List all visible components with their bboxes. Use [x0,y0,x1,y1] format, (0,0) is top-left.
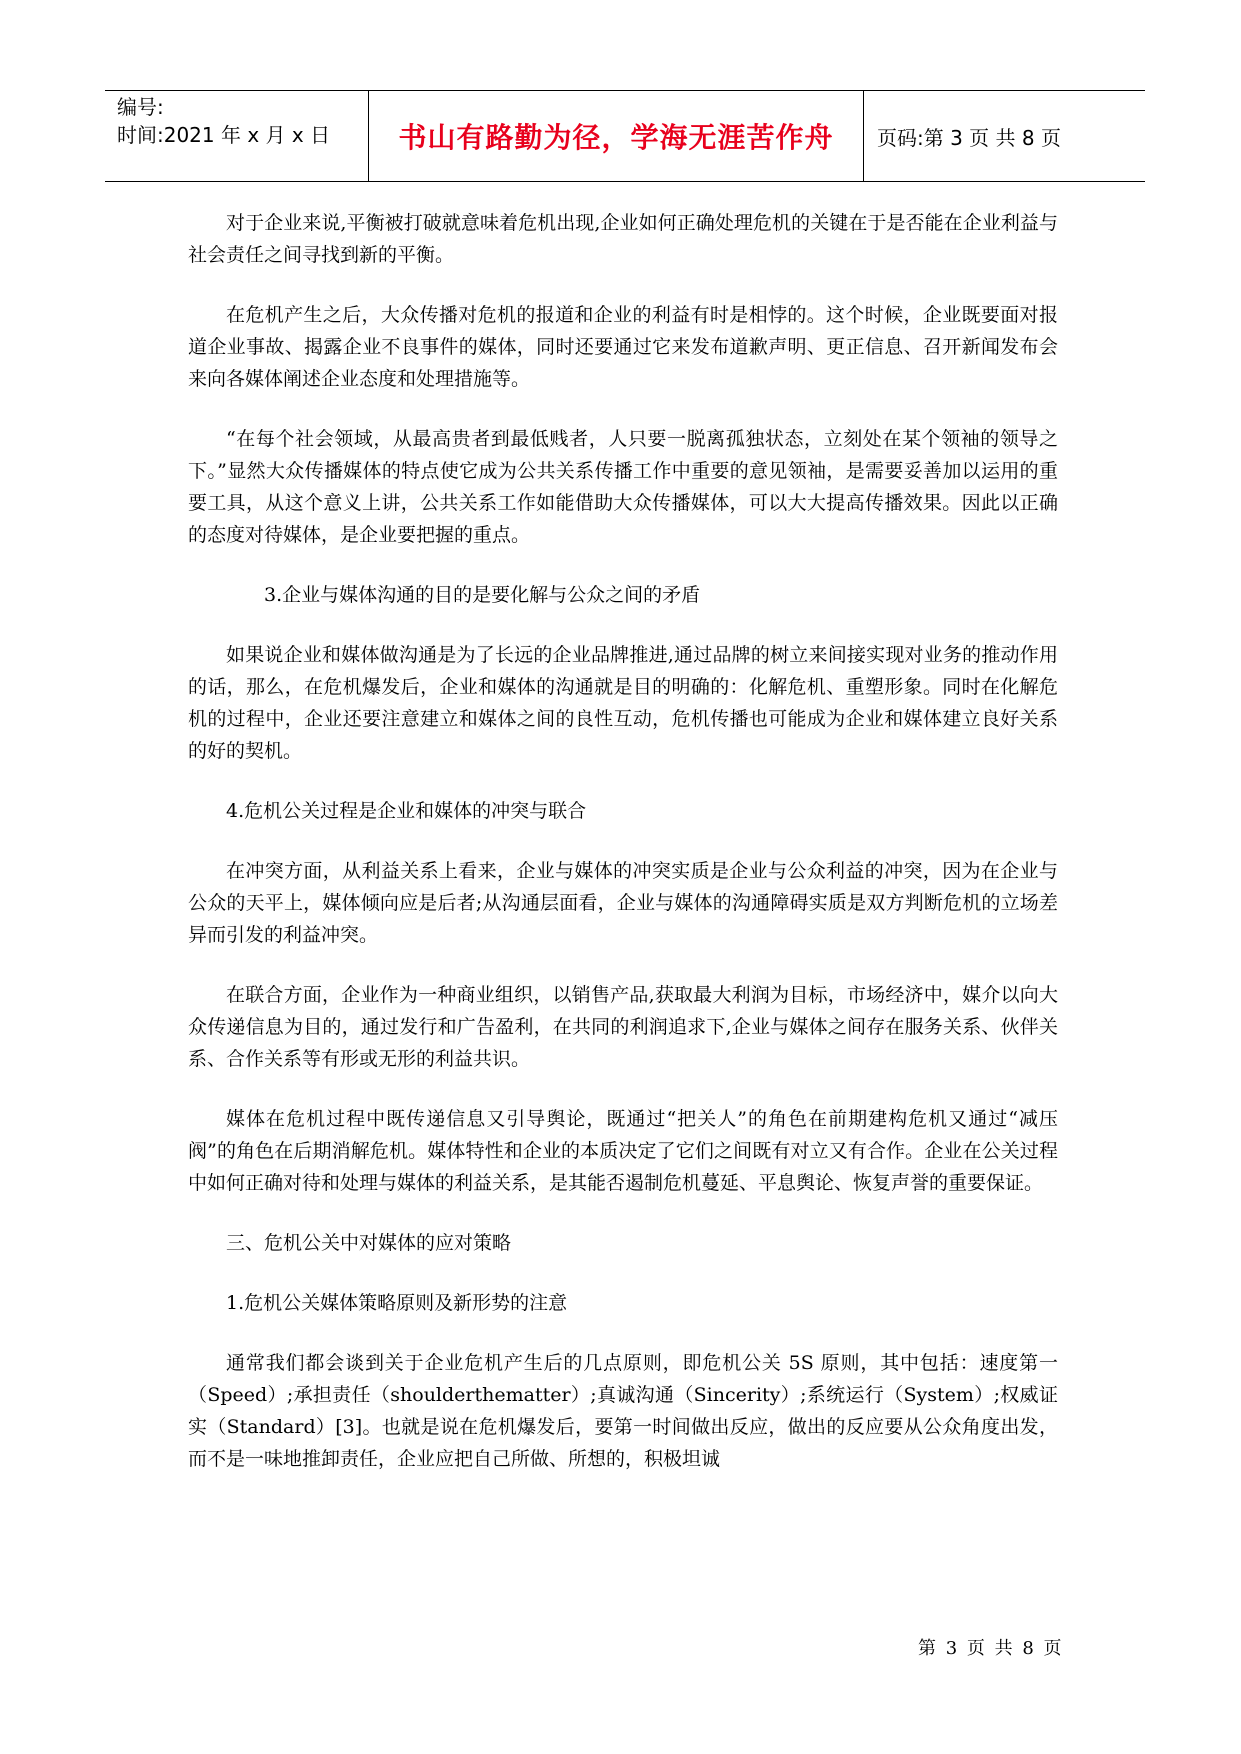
paragraph: 在冲突方面，从利益关系上看来，企业与媒体的冲突实质是企业与公众利益的冲突，因为在企业与公众的天平上，媒体倾向应是后者;从沟通层面看，企业与媒体的沟通障碍实质是双方判断危机的立场差异而引发的利益冲突。 [188,860,1058,946]
page-footer: 第 3 页 共 8 页 [918,1638,1064,1659]
header-meta [117,91,372,181]
section-heading: 1.危机公关媒体策略原则及新形势的注意 [226,1292,568,1314]
document-number-label: 编号: [117,95,164,119]
header-divider-right [863,91,864,181]
document-body [188,207,1058,1503]
page-header [105,90,1145,182]
paragraph: 在联合方面，企业作为一种商业组织，以销售产品,获取最大利润为目标，市场经济中，媒介以向大众传递信息为目的，通过发行和广告盈利，在共同的利润追求下,企业与媒体之间存在服务关系、伙伴关系、合作关系等有形或无形的利益共识。 [188,984,1058,1070]
section-heading: 3.企业与媒体沟通的目的是要化解与公众之间的矛盾 [264,584,701,606]
paragraph: “在每个社会领域，从最高贵者到最低贱者，人只要一脱离孤独状态，立刻处在某个领袖的领导之下。”显然大众传播媒体的特点使它成为公共关系传播工作中重要的意见领袖，是需要妥善加以运用的重要工具，从这个意义上讲，公共关系工作如能借助大众传播媒体，可以大大提高传播效果。因此以正确的态度对待媒体，是企业要把握的重点。 [188,428,1058,546]
paragraph: 对于企业来说,平衡被打破就意味着危机出现,企业如何正确处理危机的关键在于是否能在企业利益与社会责任之间寻找到新的平衡。 [188,212,1058,266]
paragraph: 如果说企业和媒体做沟通是为了长远的企业品牌推进,通过品牌的树立来间接实现对业务的推动作用的话，那么，在危机爆发后，企业和媒体的沟通就是目的明确的：化解危机、重塑形象。同时在化解危机的过程中，企业还要注意建立和媒体之间的良性互动，危机传播也可能成为企业和媒体建立良好关系的好的契机。 [188,644,1058,762]
document-time-label: 时间:2021 年 x 月 x 日 [117,123,331,147]
header-motto: 书山有路勤为径，学海无涯苦作舟 [398,121,834,154]
paragraph: 在危机产生之后，大众传播对危机的报道和企业的利益有时是相悖的。这个时候，企业既要面对报道企业事故、揭露企业不良事件的媒体，同时还要通过它来发布道歉声明、更正信息、召开新闻发布会来向各媒体阐述企业态度和处理措施等。 [188,304,1058,390]
section-heading: 三、危机公关中对媒体的应对策略 [226,1232,512,1254]
section-heading: 4.危机公关过程是企业和媒体的冲突与联合 [226,800,587,822]
paragraph: 通常我们都会谈到关于企业危机产生后的几点原则，即危机公关 5S 原则，其中包括：速度第一（Speed）;承担责任（shoulderthematter）;真诚沟通（Sincerity）;系统运行（System）;权威证实（Standard）[3]。也就是说在危机爆发后，要第一时间做出反应，做出的反应要从公众角度出发，而不是一味地推卸责任，企业应把自己所做、所想的，积极坦诚 [188,1352,1058,1470]
paragraph: 媒体在危机过程中既传递信息又引导舆论，既通过“把关人”的角色在前期建构危机又通过“减压阀”的角色在后期消解危机。媒体特性和企业的本质决定了它们之间既有对立又有合作。企业在公关过程中如何正确对待和处理与媒体的利益关系，是其能否遏制危机蔓延、平息舆论、恢复声誉的重要保证。 [188,1108,1058,1194]
header-divider-left [368,91,369,181]
header-page-code: 页码:第 3 页 共 8 页 [877,125,1061,150]
